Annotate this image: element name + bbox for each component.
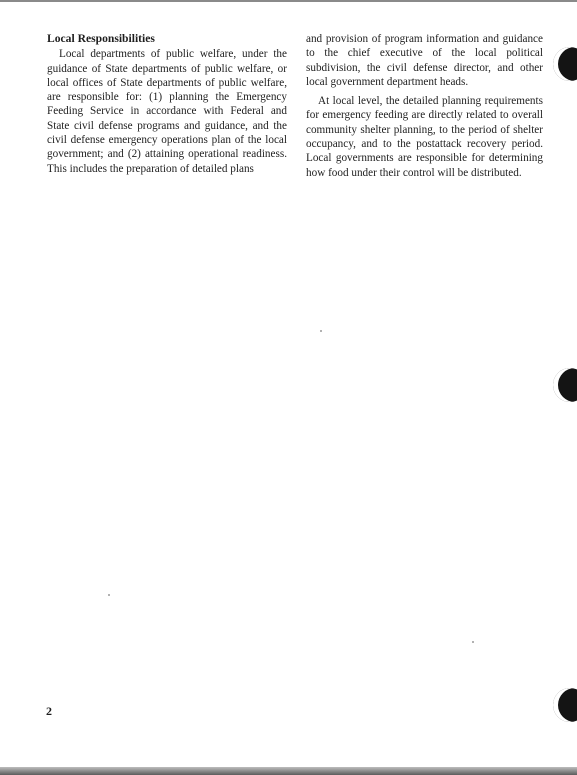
binder-hole-bottom xyxy=(553,688,577,722)
left-column xyxy=(47,32,287,176)
right-paragraph-continued: and provision of program information and guidance to the chief executive of the local political subdivision, the civil defense director, and other local government department heads. xyxy=(306,33,543,88)
scan-speck xyxy=(320,330,322,332)
scan-top-edge xyxy=(0,0,577,2)
right-paragraph-2: At local level, the detailed planning requirements for emergency feeding are directly related to overall community shelter planning, to the period of shelter occupancy, and to the postattack recovery period. Local governments are responsible for determining how food under their control will be distributed. xyxy=(306,95,543,179)
scan-speck xyxy=(108,594,110,596)
section-heading: Local Responsibilities xyxy=(47,32,155,45)
binder-hole-top xyxy=(553,47,577,81)
page-number: 2 xyxy=(46,704,52,718)
right-column xyxy=(306,32,543,180)
scan-bottom-edge xyxy=(0,767,577,775)
binder-hole-middle xyxy=(553,368,577,402)
scan-speck xyxy=(472,641,474,643)
left-paragraph: Local departments of public welfare, under the guidance of State departments of public welfare, or local offices of State departments of public welfare, are responsible for: (1) planning the Emergency Feeding Service in accordance with Federal and State civil defense programs and guidance, and the civil defense emergency operations plan of the local government; and (2) attaining operational readiness. This includes the preparation of detailed plans xyxy=(47,48,287,175)
